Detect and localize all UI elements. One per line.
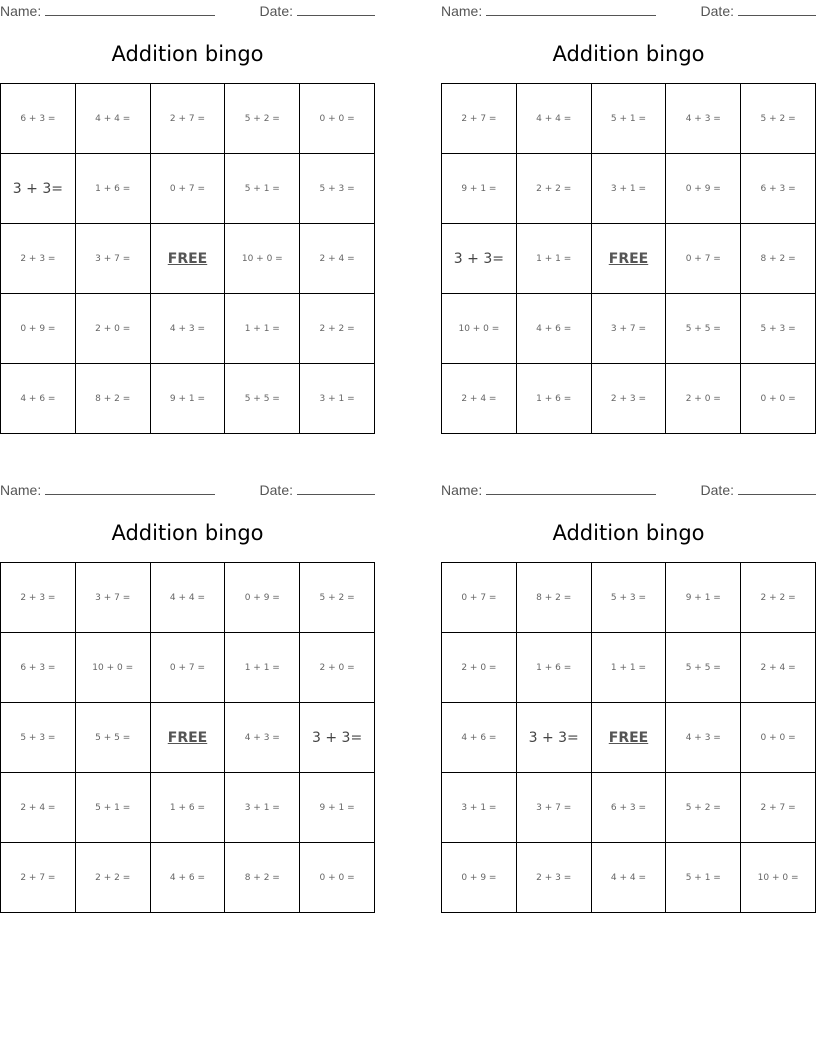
bingo-cell[interactable]: 2 + 4 = (442, 364, 517, 434)
header-fields (0, 479, 375, 501)
bingo-cell[interactable]: 0 + 0 = (300, 84, 375, 154)
bingo-cell[interactable]: 4 + 4 = (592, 843, 667, 913)
bingo-cell[interactable]: 8 + 2 = (225, 843, 300, 913)
bingo-cell[interactable]: 9 + 1 = (151, 364, 226, 434)
date-blank-line[interactable] (738, 482, 816, 495)
bingo-cell[interactable]: 1 + 1 = (592, 633, 667, 703)
card-title: Addition bingo (552, 521, 705, 545)
bingo-cell[interactable]: 3 + 1 = (592, 154, 667, 224)
bingo-cell[interactable]: 9 + 1 = (442, 154, 517, 224)
name-blank-line[interactable] (486, 3, 656, 16)
header-fields (441, 0, 816, 22)
date-label: Date: (259, 482, 293, 498)
bingo-grid (441, 83, 816, 434)
name-label: Name: (441, 3, 483, 19)
bingo-cell[interactable]: 3 + 3= (1, 154, 76, 224)
bingo-cell[interactable]: 3 + 3= (442, 224, 517, 294)
bingo-cell[interactable]: 5 + 5 = (666, 633, 741, 703)
bingo-cell[interactable]: 5 + 2 = (666, 773, 741, 843)
bingo-cell[interactable]: 2 + 0 = (442, 633, 517, 703)
bingo-cell[interactable]: 1 + 1 = (517, 224, 592, 294)
bingo-cell[interactable]: 5 + 2 = (741, 84, 816, 154)
bingo-cell[interactable]: 4 + 3 = (666, 84, 741, 154)
bingo-cell[interactable]: 8 + 2 = (517, 563, 592, 633)
bingo-cell[interactable]: 4 + 6 = (151, 843, 226, 913)
date-blank-line[interactable] (738, 3, 816, 16)
bingo-cell[interactable]: 5 + 3 = (741, 294, 816, 364)
date-field[interactable] (701, 482, 816, 498)
bingo-cell[interactable]: 5 + 3 = (300, 154, 375, 224)
name-blank-line[interactable] (45, 482, 215, 495)
bingo-cell[interactable]: 10 + 0 = (442, 294, 517, 364)
name-blank-line[interactable] (486, 482, 656, 495)
name-label: Name: (0, 3, 42, 19)
bingo-cell[interactable]: 3 + 7 = (517, 773, 592, 843)
bingo-cell[interactable]: 0 + 9 = (1, 294, 76, 364)
bingo-cell[interactable]: 3 + 7 = (76, 563, 151, 633)
bingo-cell[interactable]: 4 + 4 = (151, 563, 226, 633)
free-space[interactable]: FREE (151, 224, 226, 294)
bingo-cell[interactable]: 2 + 0 = (76, 294, 151, 364)
bingo-cell[interactable]: 9 + 1 = (300, 773, 375, 843)
bingo-cell[interactable]: 2 + 4 = (300, 224, 375, 294)
name-field[interactable] (0, 482, 215, 498)
header-fields (441, 479, 816, 501)
bingo-cell[interactable]: 4 + 6 = (517, 294, 592, 364)
bingo-cell[interactable]: 2 + 3 = (1, 563, 76, 633)
bingo-card (0, 0, 375, 404)
bingo-cell[interactable]: 0 + 7 = (151, 633, 226, 703)
bingo-cell[interactable]: 6 + 3 = (592, 773, 667, 843)
bingo-cell[interactable]: 6 + 3 = (1, 84, 76, 154)
name-label: Name: (0, 482, 42, 498)
bingo-cell[interactable]: 4 + 3 = (225, 703, 300, 773)
bingo-cell[interactable]: 2 + 7 = (442, 84, 517, 154)
bingo-cell[interactable]: 10 + 0 = (741, 843, 816, 913)
bingo-cell[interactable]: 2 + 4 = (741, 633, 816, 703)
bingo-cell[interactable]: 5 + 5 = (76, 703, 151, 773)
bingo-cell[interactable]: 1 + 6 = (517, 633, 592, 703)
bingo-cell[interactable]: 5 + 2 = (300, 563, 375, 633)
bingo-cell[interactable]: 5 + 2 = (225, 84, 300, 154)
bingo-cell[interactable]: 4 + 4 = (76, 84, 151, 154)
bingo-cell[interactable]: 5 + 1 = (666, 843, 741, 913)
bingo-cell[interactable]: 8 + 2 = (741, 224, 816, 294)
bingo-cell[interactable]: 2 + 2 = (76, 843, 151, 913)
header-fields (0, 0, 375, 22)
bingo-cell[interactable]: 4 + 3 = (666, 703, 741, 773)
bingo-card (0, 479, 375, 883)
bingo-cell[interactable]: 10 + 0 = (225, 224, 300, 294)
bingo-cell[interactable]: 6 + 3 = (1, 633, 76, 703)
card-title: Addition bingo (111, 521, 264, 545)
bingo-cell[interactable]: 0 + 9 = (225, 563, 300, 633)
bingo-cell[interactable]: 0 + 0 = (300, 843, 375, 913)
bingo-cell[interactable]: 2 + 7 = (151, 84, 226, 154)
bingo-cell[interactable]: 2 + 3 = (517, 843, 592, 913)
bingo-cell[interactable]: 8 + 2 = (76, 364, 151, 434)
bingo-grid (441, 562, 816, 913)
bingo-cell[interactable]: 5 + 1 = (592, 84, 667, 154)
bingo-cell[interactable]: 3 + 1 = (442, 773, 517, 843)
bingo-cell[interactable]: 5 + 3 = (592, 563, 667, 633)
bingo-cell[interactable]: 0 + 7 = (442, 563, 517, 633)
bingo-cell[interactable]: 1 + 6 = (76, 154, 151, 224)
bingo-grid (0, 562, 375, 913)
date-blank-line[interactable] (297, 482, 375, 495)
card-title: Addition bingo (552, 42, 705, 66)
bingo-cell[interactable]: 2 + 0 = (300, 633, 375, 703)
bingo-cell[interactable]: 2 + 0 = (666, 364, 741, 434)
free-space[interactable]: FREE (592, 703, 667, 773)
name-field[interactable] (441, 482, 656, 498)
bingo-cell[interactable]: 1 + 6 = (151, 773, 226, 843)
bingo-cell[interactable]: 2 + 7 = (741, 773, 816, 843)
bingo-cell[interactable]: 3 + 7 = (76, 224, 151, 294)
bingo-card (441, 0, 816, 404)
bingo-cell[interactable]: 10 + 0 = (76, 633, 151, 703)
bingo-card (441, 479, 816, 883)
date-field[interactable] (260, 3, 375, 19)
bingo-cell[interactable]: 5 + 3 = (1, 703, 76, 773)
bingo-cell[interactable]: 5 + 5 = (666, 294, 741, 364)
bingo-cell[interactable]: 0 + 9 = (666, 154, 741, 224)
bingo-cell[interactable]: 2 + 2 = (741, 563, 816, 633)
bingo-cell[interactable]: 5 + 1 = (225, 154, 300, 224)
free-space[interactable]: FREE (151, 703, 226, 773)
bingo-cell[interactable]: 3 + 1 = (225, 773, 300, 843)
bingo-cell[interactable]: 4 + 6 = (1, 364, 76, 434)
date-field[interactable] (260, 482, 375, 498)
date-label: Date: (700, 482, 734, 498)
date-label: Date: (259, 3, 293, 19)
bingo-cell[interactable]: 2 + 2 = (300, 294, 375, 364)
bingo-cell[interactable]: 5 + 1 = (76, 773, 151, 843)
date-label: Date: (700, 3, 734, 19)
bingo-cell[interactable]: 5 + 5 = (225, 364, 300, 434)
bingo-cell[interactable]: 3 + 1 = (300, 364, 375, 434)
bingo-grid (0, 83, 375, 434)
bingo-cell[interactable]: 2 + 7 = (1, 843, 76, 913)
bingo-cell[interactable]: 6 + 3 = (741, 154, 816, 224)
bingo-cell[interactable]: 0 + 7 = (666, 224, 741, 294)
bingo-cell[interactable]: 2 + 3 = (592, 364, 667, 434)
bingo-cell[interactable]: 4 + 4 = (517, 84, 592, 154)
bingo-cell[interactable]: 0 + 9 = (442, 843, 517, 913)
card-title: Addition bingo (111, 42, 264, 66)
name-field[interactable] (0, 3, 215, 19)
bingo-cell[interactable]: 0 + 0 = (741, 703, 816, 773)
name-label: Name: (441, 482, 483, 498)
date-blank-line[interactable] (297, 3, 375, 16)
bingo-cell[interactable]: 2 + 2 = (517, 154, 592, 224)
bingo-cell[interactable]: 4 + 3 = (151, 294, 226, 364)
bingo-cell[interactable]: 2 + 4 = (1, 773, 76, 843)
bingo-cell[interactable]: 2 + 3 = (1, 224, 76, 294)
name-blank-line[interactable] (45, 3, 215, 16)
name-field[interactable] (441, 3, 656, 19)
bingo-cell[interactable]: 1 + 1 = (225, 633, 300, 703)
bingo-cell[interactable]: 1 + 1 = (225, 294, 300, 364)
bingo-cell[interactable]: 1 + 6 = (517, 364, 592, 434)
date-field[interactable] (701, 3, 816, 19)
bingo-cell[interactable]: 4 + 6 = (442, 703, 517, 773)
bingo-cell[interactable]: 9 + 1 = (666, 563, 741, 633)
bingo-cell[interactable]: 0 + 0 = (741, 364, 816, 434)
bingo-cell[interactable]: 3 + 7 = (592, 294, 667, 364)
bingo-cell[interactable]: 0 + 7 = (151, 154, 226, 224)
free-space[interactable]: FREE (592, 224, 667, 294)
bingo-cell[interactable]: 3 + 3= (517, 703, 592, 773)
bingo-cell[interactable]: 3 + 3= (300, 703, 375, 773)
